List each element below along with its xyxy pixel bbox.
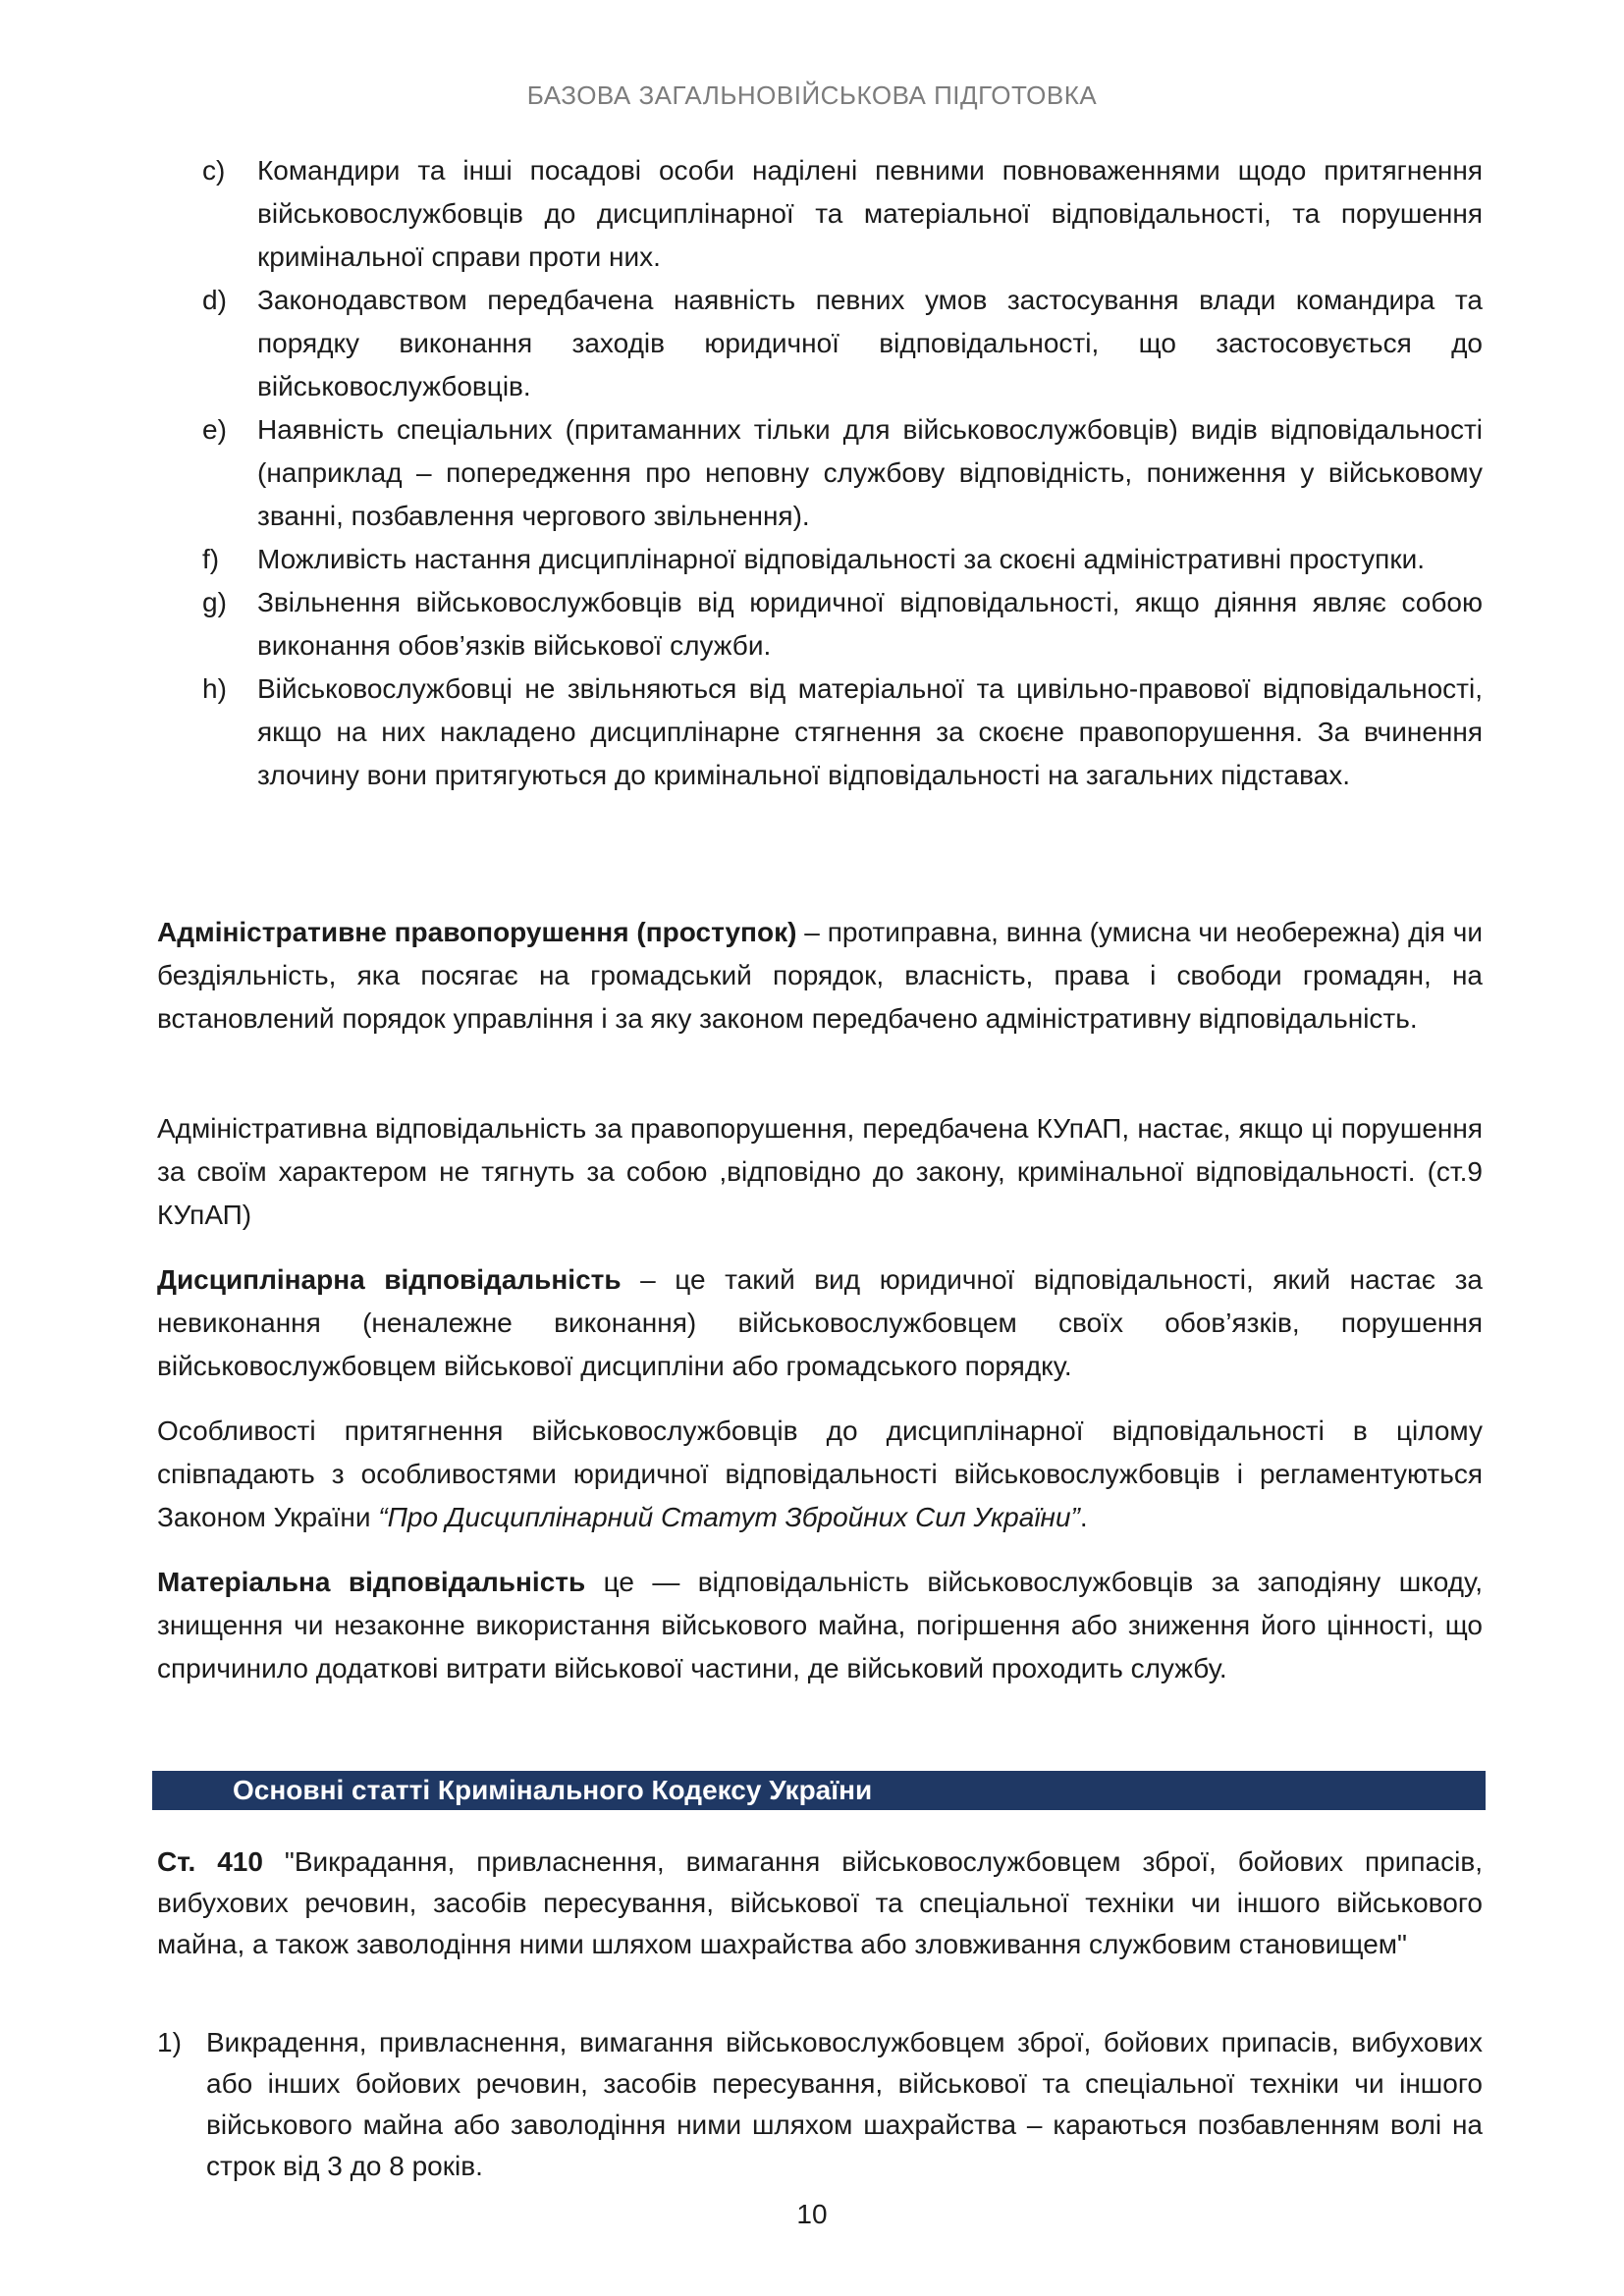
admin-liability-paragraph bbox=[157, 1107, 1483, 1237]
list-marker: 1) bbox=[157, 2027, 182, 2057]
list-item-text: Командири та інші посадові особи наділені певними повноваженнями щодо притягнення військовослужбовців до дисциплінарної та матеріальної відповідальності, та порушення кримінальної справи проти них. bbox=[257, 155, 1483, 272]
list-item bbox=[202, 408, 1483, 538]
list-marker: f) bbox=[202, 544, 220, 574]
list-item-text: Викрадення, привласнення, вимагання військовослужбовцем зброї, бойових припасів, вибухових або інших бойових речовин, засобів пересування, військової та спеціальної техніки чи іншого військового майна або заволодіння ними шляхом шахрайства – караються позбавленням волі на строк від 3 до 8 років. bbox=[206, 2027, 1483, 2181]
material-paragraph bbox=[157, 1561, 1483, 1690]
section-heading: Основні статті Кримінального Кодексу України bbox=[233, 1775, 873, 1805]
term-disciplinary: Дисциплінарна відповідальність bbox=[157, 1264, 622, 1295]
list-item bbox=[157, 2022, 1483, 2187]
list-item-text: Військовослужбовці не звільняються від матеріальної та цивільно-правової відповідальності, якщо на них накладено дисциплінарне стягнення за скоєне правопорушення. За вчинення злочину вони притягуються до кримінальної відповідальності на загальних підставах. bbox=[257, 673, 1483, 790]
list-marker: e) bbox=[202, 414, 227, 445]
statute-title: “Про Дисциплінарний Статут Збройних Сил України” bbox=[378, 1502, 1080, 1532]
paragraph-text: Адміністративна відповідальність за правопорушення, передбачена КУпАП, настає, якщо ці порушення за своїм характером не тягнуть за собою ,відповідно до закону, кримінальної відповідальності. (ст.9 КУпАП) bbox=[157, 1113, 1483, 1230]
paragraph-text: Особливості притягнення військовослужбовців до дисциплінарної відповідальності в цілому співпадають з особливостями юридичної відповідальності військовослужбовців і регламентуються Законом України bbox=[157, 1415, 1483, 1532]
list-marker: h) bbox=[202, 673, 227, 704]
article-text: "Викрадання, привласнення, вимагання військовослужбовцем зброї, бойових припасів, вибухових речовин, засобів пересування, військової та спеціальної техніки чи іншого військового майна, а також заволодіння ними шляхом шахрайства або зловживання службовим становищем" bbox=[157, 1846, 1483, 1959]
list-item-text: Законодавством передбачена наявність певних умов застосування влади командира та порядку виконання заходів юридичної відповідальності, що застосовується до військовослужбовців. bbox=[257, 285, 1483, 401]
term-material: Матеріальна відповідальність bbox=[157, 1567, 586, 1597]
list-item bbox=[202, 279, 1483, 408]
list-marker: g) bbox=[202, 587, 227, 617]
list-item bbox=[202, 538, 1483, 581]
section-heading-bar bbox=[152, 1771, 1486, 1810]
list-item-text: Можливість настання дисциплінарної відповідальності за скоєні адміністративні проступки. bbox=[257, 544, 1425, 574]
article-label: Ст. 410 bbox=[157, 1846, 263, 1877]
running-header: БАЗОВА ЗАГАЛЬНОВІЙСЬКОВА ПІДГОТОВКА bbox=[526, 80, 1098, 110]
list-item-text: Наявність спеціальних (притаманних тільки для військовослужбовців) видів відповідальності (наприклад – попередження про неповну службову відповідність, пониження у військовому званні, позбавлення чергового звільнення). bbox=[257, 414, 1483, 531]
term-admin-offense: Адміністративне правопорушення (проступок) bbox=[157, 917, 797, 947]
numbered-list bbox=[157, 2022, 1483, 2187]
admin-offense-paragraph bbox=[157, 911, 1483, 1041]
article-paragraph bbox=[157, 1842, 1483, 1965]
list-item-text: Звільнення військовослужбовців від юридичної відповідальності, якщо діяння являє собою виконання обов’язків військової служби. bbox=[257, 587, 1483, 661]
paragraph-text: – протиправна, винна (умисна чи необережна) дія чи бездіяльність, яка посягає на громадський порядок, власність, права і свободи громадян, на встановлений порядок управління і за яку законом передбачено адміністративну відповідальність. bbox=[157, 917, 1483, 1034]
list-marker: c) bbox=[202, 155, 226, 186]
features-paragraph bbox=[157, 1410, 1483, 1539]
lettered-list bbox=[202, 149, 1483, 797]
list-item bbox=[202, 667, 1483, 797]
paragraph-tail: . bbox=[1079, 1502, 1088, 1532]
list-item bbox=[202, 149, 1483, 279]
page-number: 10 bbox=[796, 2199, 828, 2229]
list-item bbox=[202, 581, 1483, 667]
disciplinary-paragraph bbox=[157, 1258, 1483, 1388]
paragraph-text: це — відповідальність військовослужбовців за заподіяну шкоду, знищення чи незаконне використання військового майна, погіршення або зниження його цінності, що спричинило додаткові витрати військової частини, де військовий проходить службу. bbox=[157, 1567, 1483, 1683]
paragraph-text: – це такий вид юридичної відповідальності, який настає за невиконання (неналежне виконання) військовослужбовцем своїх обов’язків, порушення військовослужбовцем військової дисципліни або громадського порядку. bbox=[157, 1264, 1483, 1381]
list-marker: d) bbox=[202, 285, 227, 315]
